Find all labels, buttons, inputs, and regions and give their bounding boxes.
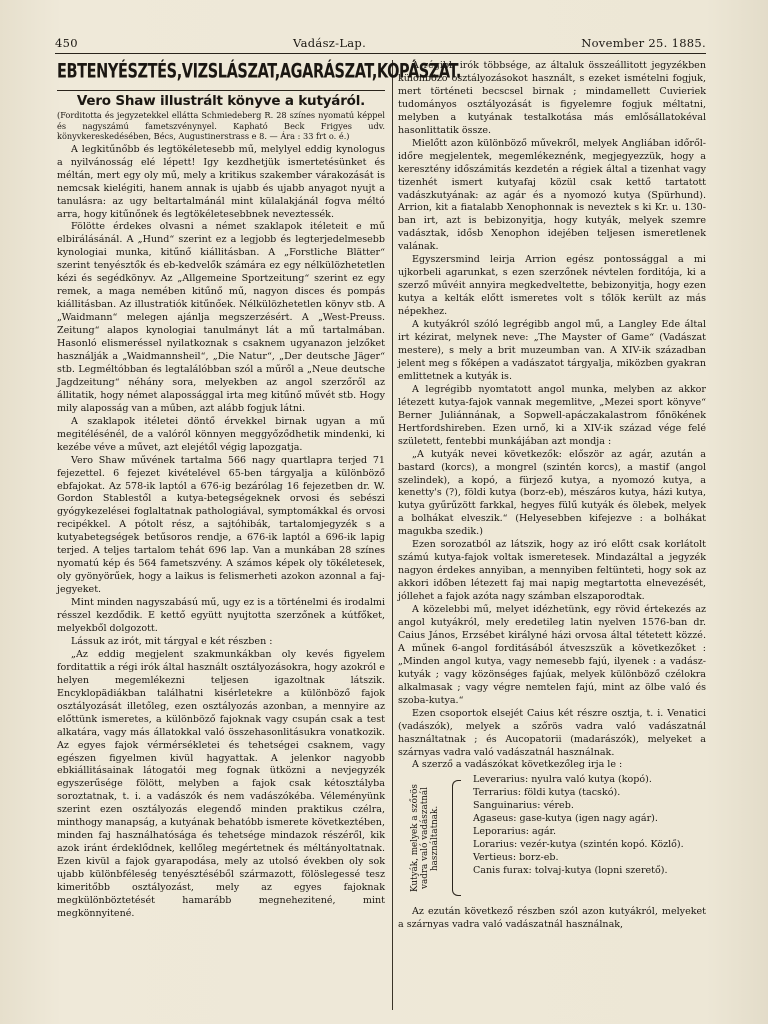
paragraph: Lássuk az irót, mit tárgyal e két részben :: [71, 635, 273, 647]
paragraph: A szerző a vadászókat következőleg irja le :: [412, 759, 623, 771]
page-number: 450: [55, 36, 78, 50]
species-item: Leporarius: agár.: [473, 826, 557, 838]
article-title: Vero Shaw illustrált könyve a kutyáról.: [76, 93, 366, 109]
paragraph: A legrégibb nyomtatott angol munka, melyben az akkor létezett kutya-fajok vannak megemlitve, „Mezei sport könyve“ Berner Juliánnának, a Sopwell-apáczakalastrom főnökének Hertfordshireben. Ezen urnő, ki a XIV-ik század vége felé született, fentebbi munkájában azt mondja :: [398, 383, 706, 447]
paragraph: „Az eddig megjelent szakmunkákban oly kevés figyelem forditattik a régi irók által használt osztályozásokra, hogy azokról e helyen megemlékezni teljesen igazoltnak látszik. Encyklopädiákban találhatni kisérletekre a különböző fajok osztályozását illetőleg, ezen osztályozás azonban, a mennyire az előttünk ismeretes, a különböző fajoknak vagy csupán csak a test alkatára, vagy más állatokkal való összehasonlitásukra vonatkozik. Az egyes fajok vérmérsékletei és tehetségei csaknem, vagy egészen figyelmen kivül hagyattak. A jelenkor nagyobb ebkiállitásainak látogatói meg fognak ütközni a nevjegyzék egyszerűsége fölött, melyben a fajok csak kétosztályba soroztatnak, t. i. a vadászók és nem vadászókéba. Véleményünk szerint ezen osztályozás elegendő minden praktikus czélra, minthogy manapság, a kutyának behatóbb ismerete következtében, minden faj használhatósága és tehetsége mindazok részéről, kik azok iránt érdeklődnek, kellőleg megértetnek és méltányoltatnak. Ezen kivül a fajok gyarapodása, mely az utolsó években oly sok ujabb különbféleség tenyésztéséből származott, fölöslegessé tesz kimeritőbb osztályozást, mely az egyes fajoknak megkülönböztetését hamarább megnehezitené, mint megkönnyitené.: [57, 648, 385, 919]
right-column: [398, 60, 706, 932]
running-head: [55, 34, 706, 50]
bibliographic-note: (Forditotta és jegyzetekkel ellátta Schmiedeberg R. 28 színes nyomatú képpel és nagyszámú fametszvénynyel. Kapható Beck Frigyes udv. könyvkereskedésében, Bécs, Augustinerstrass e 8. — Ára : 33 frt o. é.): [57, 109, 385, 142]
species-item: Canis furax: tolvaj-kutya (lopni szerető).: [473, 865, 668, 877]
issue-date: November 25. 1885.: [581, 36, 706, 50]
column-divider: [392, 60, 393, 1010]
species-item: Sanguinarius: véreb.: [473, 800, 574, 812]
paragraph: Fölötte érdekes olvasni a német szaklapok itéleteit e mű elbirálásánál. A „Hund“ szerint ez a legjobb és legterjedelmesebb kynologiai munka, kitűnő kiállitásban. A „Forstliche Blätter“ szerint tenyésztők és eb-kedvelők számára ez egy nélkülözhetetlen kézi és segédkönyv. Az „Allgemeine Sportzeitung“ szerint ez egy remek, a maga nemében kitűnő mű, nagyon disces és pompás kiállitásban. Az illustratiók kitűnőek. Nélkülözhetetlen könyv stb. A „Waidmann“ melegen ajánlja megszerzésért. A „West-Preuss. Zeitung“ alapos kynologiai tanulmányt lát a mű tartalmában. Hasonló elismeréssel nyilatkoznak s csaknem ugyanazon jelzőket használják a „Waidmannsheil“, „Die Natur“, „Der deutsche Jäger“ stb. Legméltóbban és legtalálóbban szól a műről a „Neue deutsche Jagdzeitung“ néhány sora, melyekben az angol szerzőről az állitatik, hogy német alapossággal irta meg kitűnő művét stb. Hogy mily alaposság van a műben, azt alább fogjuk látni.: [57, 221, 385, 414]
paragraph: Vero Shaw művének tartalma 566 nagy quartlapra terjed 71 fejezettel. 6 fejezet kivételével 65-ben tárgyalja a különböző ebfajokat. Az 578-ik laptól a 676-ig bezárólag 16 fejezetben dr. W. Gordon Stablestől a kutya-betegségeknek orvosi és sebészi gyógykezelései foglaltatnak pathologiával, symptomákkal és orvosi recipékkel. A pótolt rész, a sajtóhibák, tartalomjegyzék s a kutyabetegségek betűsoros rendje, a 676-ik laptól a 696-ik lapig terjed. A teljes tartalom tehát 696 lap. Van a munkában 28 színes nyomatú kép és 564 fametszvény. A számos képek oly tökéletesek, oly gyönyörűek, hogy a laikus is felismerheti azokon azonnal a faj-jegyeket.: [57, 454, 385, 596]
species-list-block: [398, 774, 706, 902]
paragraph: „A kutyák nevei következők: először az agár, azután a bastard (korcs), a mongrel (szintén korcs), a mastif (angol szelindek), a kopó, a fürjező kutya, a nyomozó kutya, a kenetty's (?), földi kutya (borz-eb), mészáros kutya, házi kutya, kutya gyűrűzött farkkal, hegyes fülű kutyák és ölebek, melyek a bolhákat elveszik.“ (Helyesebben kifejezve : a bolhákat magukba szedik.): [398, 448, 706, 538]
header-rule: [55, 53, 706, 54]
left-paragraphs: [57, 144, 385, 921]
species-side-label: Kutyák, melyek a szőrös vadra való vadászatnál használtatnak.: [410, 784, 440, 893]
species-side-label-box: [398, 774, 452, 902]
paragraph: A közelebbi mű, melyet idézhetünk, egy rövid értekezés az angol kutyákról, mely eredetileg latin nyelven 1576-ban dr. Caius János, Erzsébet királyné házi orvosa által tétetett közzé. A műnek 6-angol forditásából átveszszük a következőket : „Minden angol kutya, vagy nemesebb fajú, ilyenek : a vadász-kutyák ; vagy közönséges fajúak, melyek különböző czélokra alkalmasak ; vagy végre nemtelen fajú, mint az ölbe való és szoba-kutya.“: [398, 604, 706, 706]
brace: [452, 780, 461, 896]
species-list: [465, 774, 706, 902]
paragraph: A kutyákról szóló legrégibb angol mű, a Langley Ede által irt kézirat, melynek neve: „The Mayster of Game“ (Vadászat mestere), s mely a brit muzeumban van. A XIV-ik században jelent meg s főképen a vadászatot tárgyalja, miközben gyakran emlittetnek a kutyák is.: [398, 319, 706, 382]
paragraph: Egyszersmind leirja Arrion egész pontossággal a mi ujkorbeli agarunkat, s ezen szerzőnek névtelen forditója, ki a szerző művéit annyira megkedveltette, bebizonyitja, hogy ezen kutya a kelták előtt ismeretes volt s tőlök került az más népekhez.: [398, 254, 706, 318]
paragraph: A szaklapok itéletei döntő érvekkel birnak ugyan a mű megitélésénél, de a valóról könnyen meggyőződhetik mindenki, ki kezébe véve a művet, azt elejétől végig lapozgatja.: [57, 415, 385, 453]
species-item: Agaseus: gase-kutya (igen nagy agár).: [473, 813, 658, 825]
closing-paragraph: Az ezután következő részben szól azon kutyákról, melyeket a szárnyas vadra való vadászatnál használnak,: [398, 906, 706, 931]
right-paragraphs: [398, 60, 706, 772]
paragraph: A régibb irók többsége, az általuk összeállitott jegyzékben különböző osztályozásokot használt, s ezeket ismételni fogjuk, mert történeti becscsel birnak ; mindamellett Cuvieriek tudományos osztályozását is figyelemre fogjuk méltatni, melyben a kutyának testalkotása más emlősállatokéval hasonlittatik össze.: [398, 60, 706, 136]
paragraph: Ezen sorozatból az látszik, hogy az iró előtt csak korlátolt számú kutya-fajok voltak ismeretesek. Mindazáltal a jegyzék nagyon érdekes annyiban, a mennyiben feltünteti, hogy sok az akkori időben létezett faj mai napig megtartotta elnevezését, jóllehet a fajok azóta nagy számban elszaporodtak.: [398, 539, 706, 603]
paragraph: Mielőtt azon különböző művekről, melyek Angliában időről-időre megjelentek, megemlékeznénk, megjegyezzük, hogy a keresztény időszámitás kezdetén a régiek által a tizenhat vagy tizenhét ismert kutyafaj közül csak kettő tartatott vadászkutyának: az agár és a nyomozó kutya (Spürhund). Arrion, kit a fiatalabb Xenophonnak is neveztek s ki Kr. u. 130-ban irt, azt is bebizonyitja, hogy kutyák, melyek szemre vadásztak, idősb Xenophon idejében teljesen ismeretlenek valának.: [398, 137, 706, 253]
species-item: Terrarius: földi kutya (tacskó).: [473, 787, 621, 799]
species-item: Lorarius: vezér-kutya (szintén kopó. Közlő).: [473, 839, 684, 851]
journal-title: Vadász-Lap.: [293, 36, 367, 50]
section-title: EBTENYÉSZTÉS,VIZSLÁSZAT,AGARÁSZAT,KOPÁSZAT.: [57, 61, 462, 83]
paragraph: Ezen csoportok elsejét Caius két részre osztja, t. i. Venatici (vadászók), melyek a szőrös vadra való vadászatnál használtatnak ; és Aucopatorii (madarászók), melyeket a szárnyas vadra való vadászatnál használnak.: [398, 707, 706, 758]
species-item: Leverarius: nyulra való kutya (kopó).: [473, 774, 652, 786]
species-item: Vertieus: borz-eb.: [473, 852, 559, 864]
paragraph: A legkitűnőbb és legtökéletesebb mű, melylyel eddig kynologus a nyilvánosság elé lépett! Igy kezdhetjük ismertetésünket és méltán, mert egy oly mű, mely a kritikus szakember várakozását is nemcsak kielégiti, hanem annak is ujabb és ujabb anyagot nyujt a tanulásra: az ugy beltartalmánál mint külalakjánál fogva méltó arra, hogy kitűnőnek és legtökéletesebbnek neveztessék.: [57, 143, 385, 220]
paragraph: Mint minden nagyszabású mű, ugy ez is a történelmi és irodalmi résszel kezdődik. E kettő együtt nyujtotta szerzőnek a kútfőket, melyekből dolgozott.: [57, 597, 385, 634]
